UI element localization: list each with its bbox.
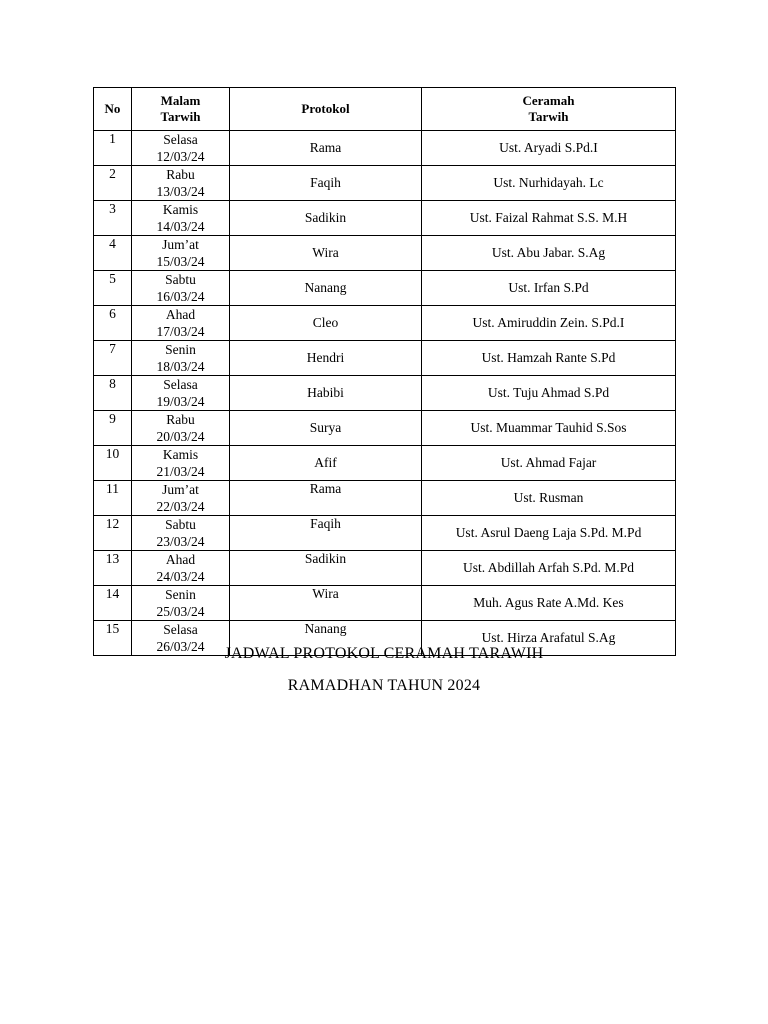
cell-date: 18/03/24 — [156, 359, 205, 374]
cell-ceramah: Ust. Ahmad Fajar — [422, 446, 676, 481]
cell-day: Kamis — [162, 202, 199, 217]
schedule-body — [94, 131, 676, 656]
header-protokol: Protokol — [230, 88, 422, 131]
cell-date: 19/03/24 — [156, 394, 205, 409]
cell-date: 13/03/24 — [156, 184, 205, 199]
cell-protokol: Rama — [230, 131, 422, 166]
cell-protokol: Hendri — [230, 341, 422, 376]
table-row — [94, 551, 676, 586]
cell-ceramah: Ust. Nurhidayah. Lc — [422, 166, 676, 201]
cell-malam — [132, 376, 230, 411]
header-malam-tarwih: Malam Tarwih — [132, 88, 230, 131]
cell-date: 14/03/24 — [156, 219, 205, 234]
cell-protokol: Faqih — [230, 516, 422, 551]
cell-date: 22/03/24 — [156, 499, 205, 514]
table-row — [94, 586, 676, 621]
cell-day: Kamis — [162, 447, 199, 462]
cell-day: Rabu — [166, 167, 195, 182]
cell-protokol: Cleo — [230, 306, 422, 341]
cell-day: Ahad — [165, 307, 196, 322]
cell-ceramah: Ust. Tuju Ahmad S.Pd — [422, 376, 676, 411]
cell-day: Selasa — [163, 377, 198, 392]
header-ceramah-tarwih: Ceramah Tarwih — [422, 88, 676, 131]
cell-no: 13 — [94, 551, 132, 586]
cell-day: Jum’at — [162, 237, 199, 252]
cell-malam — [132, 551, 230, 586]
cell-no: 2 — [94, 166, 132, 201]
cell-no: 8 — [94, 376, 132, 411]
cell-malam — [132, 271, 230, 306]
table-row — [94, 446, 676, 481]
table-row — [94, 166, 676, 201]
cell-date: 23/03/24 — [156, 534, 205, 549]
table-row — [94, 306, 676, 341]
document-title: JADWAL PROTOKOL CERAMAH TARAWIH — [224, 645, 544, 662]
cell-date: 17/03/24 — [156, 324, 205, 339]
cell-malam — [132, 516, 230, 551]
document-subtitle: RAMADHAN TAHUN 2024 — [287, 677, 481, 694]
cell-day: Ahad — [165, 552, 196, 567]
table-row — [94, 271, 676, 306]
cell-no: 12 — [94, 516, 132, 551]
cell-protokol: Afif — [230, 446, 422, 481]
table-row — [94, 376, 676, 411]
cell-date: 26/03/24 — [156, 639, 205, 654]
cell-no: 3 — [94, 201, 132, 236]
cell-date: 25/03/24 — [156, 604, 205, 619]
cell-protokol: Sadikin — [230, 201, 422, 236]
cell-protokol: Surya — [230, 411, 422, 446]
cell-ceramah: Ust. Irfan S.Pd — [422, 271, 676, 306]
cell-day: Selasa — [163, 132, 198, 147]
cell-day: Senin — [165, 342, 196, 357]
cell-no: 9 — [94, 411, 132, 446]
cell-no: 5 — [94, 271, 132, 306]
table-row — [94, 411, 676, 446]
cell-no: 14 — [94, 586, 132, 621]
cell-malam — [132, 131, 230, 166]
cell-malam — [132, 411, 230, 446]
cell-day: Sabtu — [165, 517, 196, 532]
schedule-table — [93, 87, 676, 656]
cell-malam — [132, 236, 230, 271]
cell-no: 1 — [94, 131, 132, 166]
cell-date: 24/03/24 — [156, 569, 205, 584]
cell-day: Senin — [165, 587, 196, 602]
cell-malam — [132, 166, 230, 201]
cell-protokol: Rama — [230, 481, 422, 516]
cell-day: Jum’at — [162, 482, 199, 497]
cell-protokol: Nanang — [230, 271, 422, 306]
cell-day: Selasa — [163, 622, 198, 637]
cell-no: 7 — [94, 341, 132, 376]
table-row — [94, 131, 676, 166]
cell-malam — [132, 586, 230, 621]
table-row — [94, 341, 676, 376]
cell-protokol: Wira — [230, 236, 422, 271]
cell-no: 15 — [94, 621, 132, 656]
table-row — [94, 516, 676, 551]
cell-protokol: Faqih — [230, 166, 422, 201]
cell-date: 15/03/24 — [156, 254, 205, 269]
cell-malam — [132, 201, 230, 236]
table-row — [94, 236, 676, 271]
cell-ceramah: Ust. Abdillah Arfah S.Pd. M.Pd — [422, 551, 676, 586]
cell-malam — [132, 481, 230, 516]
table-header-row — [94, 88, 676, 131]
cell-ceramah: Ust. Aryadi S.Pd.I — [422, 131, 676, 166]
cell-malam — [132, 341, 230, 376]
cell-malam — [132, 446, 230, 481]
cell-no: 10 — [94, 446, 132, 481]
cell-protokol: Nanang — [230, 621, 422, 656]
cell-ceramah: Ust. Amiruddin Zein. S.Pd.I — [422, 306, 676, 341]
cell-date: 21/03/24 — [156, 464, 205, 479]
table-row — [94, 201, 676, 236]
header-no: No — [94, 88, 132, 131]
cell-ceramah: Ust. Abu Jabar. S.Ag — [422, 236, 676, 271]
cell-date: 12/03/24 — [156, 149, 205, 164]
cell-ceramah: Ust. Hamzah Rante S.Pd — [422, 341, 676, 376]
cell-day: Sabtu — [165, 272, 196, 287]
cell-date: 16/03/24 — [156, 289, 205, 304]
cell-ceramah: Muh. Agus Rate A.Md. Kes — [422, 586, 676, 621]
cell-date: 20/03/24 — [156, 429, 205, 444]
cell-no: 6 — [94, 306, 132, 341]
cell-malam — [132, 306, 230, 341]
cell-no: 4 — [94, 236, 132, 271]
cell-no: 11 — [94, 481, 132, 516]
cell-ceramah: Ust. Asrul Daeng Laja S.Pd. M.Pd — [422, 516, 676, 551]
cell-ceramah: Ust. Hirza Arafatul S.Ag — [422, 621, 676, 656]
cell-ceramah: Ust. Muammar Tauhid S.Sos — [422, 411, 676, 446]
cell-ceramah: Ust. Rusman — [422, 481, 676, 516]
cell-ceramah: Ust. Faizal Rahmat S.S. M.H — [422, 201, 676, 236]
cell-protokol: Wira — [230, 586, 422, 621]
cell-day: Rabu — [166, 412, 195, 427]
cell-protokol: Sadikin — [230, 551, 422, 586]
cell-protokol: Habibi — [230, 376, 422, 411]
table-row — [94, 481, 676, 516]
